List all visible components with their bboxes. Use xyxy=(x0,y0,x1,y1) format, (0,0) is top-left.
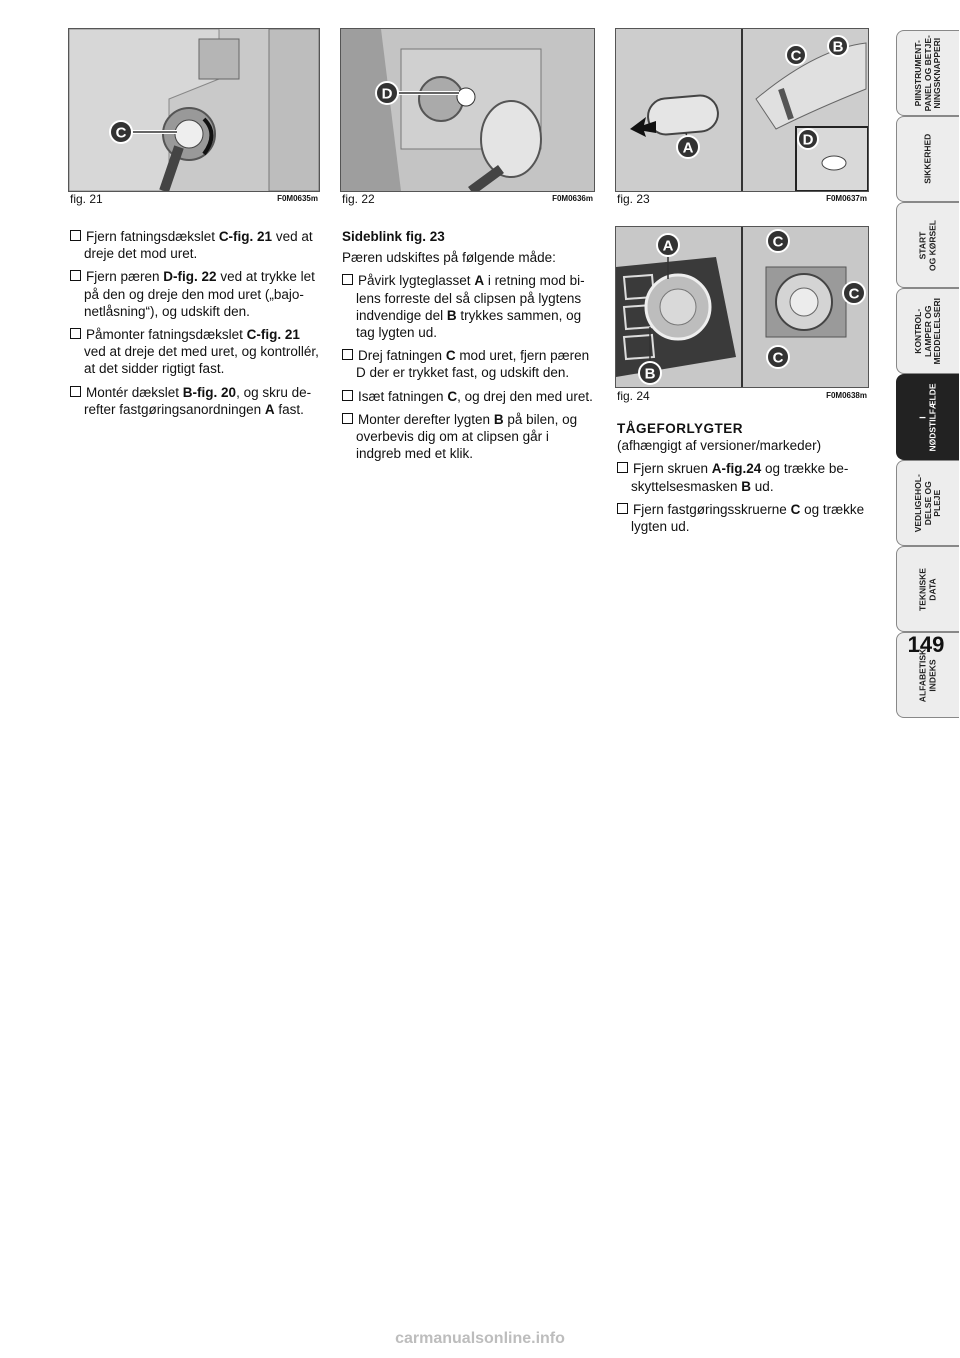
figure-23-label-c: C xyxy=(790,47,802,65)
checkbox-bullet-icon xyxy=(617,503,628,514)
item-text: på bilen, og overbevis dig om at clipsen går i indgreb med et klik. xyxy=(356,411,578,462)
item-text: Fjern pæren xyxy=(86,269,164,285)
col2-bullet-item xyxy=(342,388,594,405)
bold-reference: B xyxy=(493,411,504,427)
bold-reference: B xyxy=(741,478,752,494)
item-text: Fjern skruen xyxy=(633,461,712,477)
figure-21-code: F0M0635m xyxy=(277,194,318,203)
figure-23-label-d: D xyxy=(802,131,814,149)
fog-lights-heading: TÅGEFORLYGTER xyxy=(617,421,744,436)
figure-22 xyxy=(340,28,595,192)
checkbox-bullet-icon xyxy=(70,230,81,241)
chapter-tab-label: START OG KØRSEL xyxy=(917,219,937,271)
figure-22-code: F0M0636m xyxy=(552,194,593,203)
bold-reference: D-fig. 22 xyxy=(163,269,217,285)
item-text: ved at dreje det mod uret. xyxy=(84,229,313,262)
item-text: Fjern fatningsdækslet xyxy=(86,229,219,244)
column-2 xyxy=(342,228,594,468)
figure-24 xyxy=(615,226,869,388)
checkbox-bullet-icon xyxy=(70,270,81,281)
watermark: carmanualsonline.info xyxy=(395,1330,565,1347)
checkbox-bullet-icon xyxy=(342,390,353,401)
col3-bullet-item xyxy=(617,501,869,535)
col1-list xyxy=(70,228,320,418)
item-text: Fjern fastgøringsskruerne xyxy=(633,501,791,517)
col2-list xyxy=(342,272,594,462)
bold-reference: C xyxy=(790,501,801,517)
item-text: Isæt fatningen xyxy=(358,388,448,404)
item-text: ved at dreje det med uret, og kontrollér, at det sidder rigtigt fast. xyxy=(84,344,319,377)
checkbox-bullet-icon xyxy=(70,328,81,339)
item-text: mod uret, fjern pæren D der er trykket fast, og udskift den. xyxy=(356,348,590,381)
chapter-tab-label: SIKKERHED xyxy=(922,133,933,185)
bold-reference: C xyxy=(445,348,456,364)
figure-24-label-c-right: C xyxy=(848,285,860,303)
bold-reference: C-fig. 21 xyxy=(246,327,300,343)
figure-24-label-c-top: C xyxy=(772,233,784,251)
figure-21-illustration xyxy=(69,29,319,191)
item-text: og trække lygten ud. xyxy=(631,501,865,535)
item-text: , og drej den med uret. xyxy=(457,388,593,404)
fog-lights-subheading: (afhængigt af versioner/markeder) xyxy=(617,438,822,454)
figure-21 xyxy=(68,28,320,192)
figure-21-caption: fig. 21 xyxy=(70,192,103,206)
figure-24-label-c-bottom: C xyxy=(772,349,784,367)
item-text: , og skru de-refter fastgøringsanordningen xyxy=(84,384,312,417)
bold-reference: B-fig. 20 xyxy=(182,384,237,400)
figure-23-illustration xyxy=(616,29,868,191)
bold-reference: A-fig.24 xyxy=(711,461,762,477)
item-text: ud. xyxy=(751,478,774,494)
figure-22-illustration xyxy=(341,29,594,191)
checkbox-bullet-icon xyxy=(342,413,353,424)
item-text: Drej fatningen xyxy=(358,348,446,364)
item-text: og trække be-skyttelsesmasken xyxy=(631,461,849,494)
bold-reference: A xyxy=(264,401,275,417)
chapter-tab[interactable] xyxy=(896,546,959,632)
sideblink-intro: Pæren udskiftes på følgende måde: xyxy=(342,250,556,266)
figure-24-code: F0M0638m xyxy=(826,391,867,400)
item-text: ved at trykke let på den og dreje den mod uret („bajo-netlåsning“), og udskift den. xyxy=(84,269,315,319)
chapter-tab[interactable] xyxy=(896,374,959,460)
item-text: Monter derefter lygten xyxy=(358,411,494,427)
col2-bullet-item xyxy=(342,272,594,341)
checkbox-bullet-icon xyxy=(617,462,628,473)
item-text: Montér dækslet xyxy=(86,384,183,400)
figure-24-label-a: A xyxy=(662,237,674,255)
item-text: Påmonter fatningsdækslet xyxy=(86,327,247,343)
chapter-tab-label: TEKNISKE DATA xyxy=(917,567,937,611)
bold-reference: A xyxy=(474,273,485,289)
col1-bullet-item xyxy=(70,228,320,262)
figure-23-caption: fig. 23 xyxy=(617,192,650,206)
item-text: i retning mod bi-lens forreste del så clipsen på lygtens indvendige del xyxy=(356,273,585,323)
figure-23-code: F0M0637m xyxy=(826,194,867,203)
item-text: trykkes sammen, og tag lygten ud. xyxy=(356,307,582,341)
bold-reference: C xyxy=(447,388,458,404)
col1-bullet-item xyxy=(70,268,320,320)
figure-21-label-c: C xyxy=(115,124,127,142)
chapter-tab[interactable] xyxy=(896,460,959,546)
chapter-tab-label: I NØDSTILFÆLDE xyxy=(917,383,937,451)
column-3 xyxy=(617,420,869,541)
figure-22-caption: fig. 22 xyxy=(342,192,375,206)
bold-reference: C-fig. 21 xyxy=(218,229,273,244)
col1-bullet-item xyxy=(70,326,320,378)
chapter-tab[interactable] xyxy=(896,30,959,116)
figure-24-illustration xyxy=(616,227,868,387)
column-1 xyxy=(70,228,320,424)
col3-list xyxy=(617,460,869,535)
chapter-tab-label: ALFABETISK INDEKS xyxy=(917,648,937,702)
col3-bullet-item xyxy=(617,460,869,494)
sideblink-heading: Sideblink fig. 23 xyxy=(342,229,445,244)
chapter-tab[interactable] xyxy=(896,288,959,374)
page-number: 149 xyxy=(907,632,945,657)
item-text: Påvirk lygteglasset xyxy=(358,273,475,289)
figure-24-label-b: B xyxy=(644,365,656,383)
figure-24-caption: fig. 24 xyxy=(617,389,650,403)
figure-23-label-b: B xyxy=(832,38,844,56)
col2-bullet-item xyxy=(342,411,594,463)
figure-23-label-a: A xyxy=(682,139,694,157)
figure-22-label-d: D xyxy=(381,85,393,103)
chapter-tab[interactable] xyxy=(896,116,959,202)
chapter-tab-label: PIINSTRUMENT- PANEL OG BETJE- NINGSKNAPPERI xyxy=(912,34,942,112)
bold-reference: B xyxy=(446,307,457,323)
checkbox-bullet-icon xyxy=(70,386,81,397)
chapter-tab-label: VEDLIGEHOL- DELSE OG PLEJE xyxy=(912,473,942,533)
col1-bullet-item xyxy=(70,384,320,418)
figure-23 xyxy=(615,28,869,192)
checkbox-bullet-icon xyxy=(342,274,353,285)
chapter-tab-label: KONTROL- LAMPER OG MEDDELELSERI xyxy=(912,297,942,365)
col2-bullet-item xyxy=(342,347,594,381)
checkbox-bullet-icon xyxy=(342,349,353,360)
chapter-tab[interactable] xyxy=(896,202,959,288)
item-text: fast. xyxy=(274,401,304,417)
